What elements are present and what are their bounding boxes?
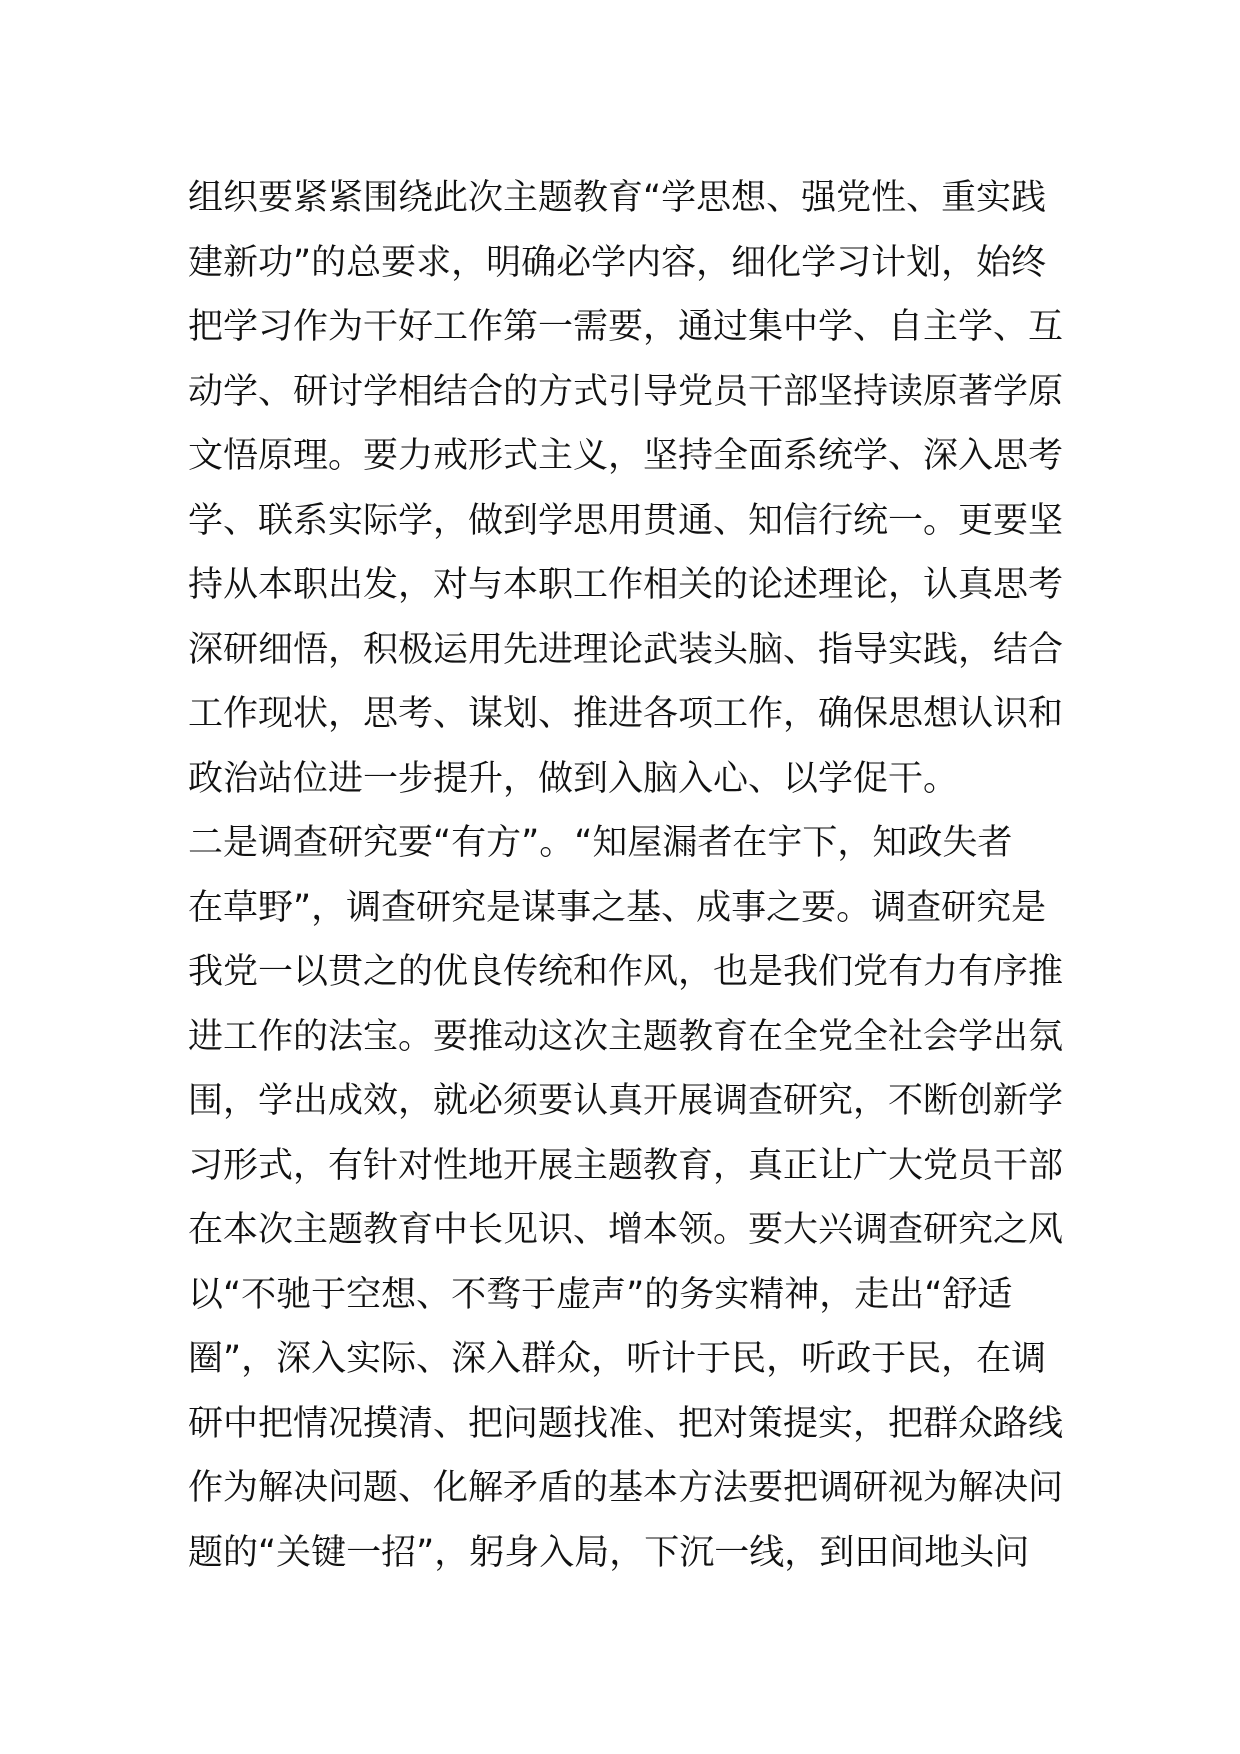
text-line: 工作现状，思考、谋划、推进各项工作，确保思想认识和 <box>188 694 1064 734</box>
text-line: 建新功”的总要求，明确必学内容，细化学习计划，始终 <box>188 242 1047 283</box>
text-line: 在草野”，调查研究是谋事之基、成事之要。调查研究是 <box>188 887 1047 928</box>
text-line: 政治站位进一步提升，做到入脑入心、以学促干。 <box>188 758 959 799</box>
text-line: 动学、研讨学相结合的方式引导党员干部坚持读原著学原 <box>188 371 1064 412</box>
text-line: 二是调查研究要“有方”。“知屋漏者在宇下，知政失者 <box>188 823 1013 863</box>
text-line: 在本次主题教育中长见识、增本领。要大兴调查研究之风 <box>188 1210 1064 1250</box>
text-line: 题的“关键一招”，躬身入局，下沉一线，到田间地头问 <box>188 1532 1030 1573</box>
text-line: 文悟原理。要力戒形式主义，坚持全面系统学、深入思考 <box>188 436 1064 476</box>
text-line: 作为解决问题、化解矛盾的基本方法要把调研视为解决问 <box>188 1468 1064 1508</box>
text-line: 围，学出成效，就必须要认真开展调查研究，不断创新学 <box>188 1081 1064 1121</box>
text-line: 持从本职出发，对与本职工作相关的论述理论，认真思考 <box>188 565 1064 605</box>
text-line: 学、联系实际学，做到学思用贯通、知信行统一。更要坚 <box>188 500 1064 541</box>
body-text <box>188 166 1068 1585</box>
text-line: 研中把情况摸清、把问题找准、把对策提实，把群众路线 <box>188 1403 1064 1444</box>
text-line: 组织要紧紧围绕此次主题教育“学思想、强党性、重实践 <box>188 178 1047 218</box>
text-line: 习形式，有针对性地开展主题教育，真正让广大党员干部 <box>188 1145 1064 1186</box>
text-line: 把学习作为干好工作第一需要，通过集中学、自主学、互 <box>188 307 1064 347</box>
text-line: 深研细悟，积极运用先进理论武装头脑、指导实践，结合 <box>188 629 1064 670</box>
text-line: 我党一以贯之的优良传统和作风，也是我们党有力有序推 <box>188 952 1064 992</box>
text-line: 以“不驰于空想、不骛于虚声”的务实精神，走出“舒适 <box>188 1274 1013 1315</box>
text-line: 进工作的法宝。要推动这次主题教育在全党全社会学出氛 <box>188 1016 1064 1057</box>
text-line: 圈”，深入实际、深入群众，听计于民，听政于民，在调 <box>188 1339 1047 1379</box>
